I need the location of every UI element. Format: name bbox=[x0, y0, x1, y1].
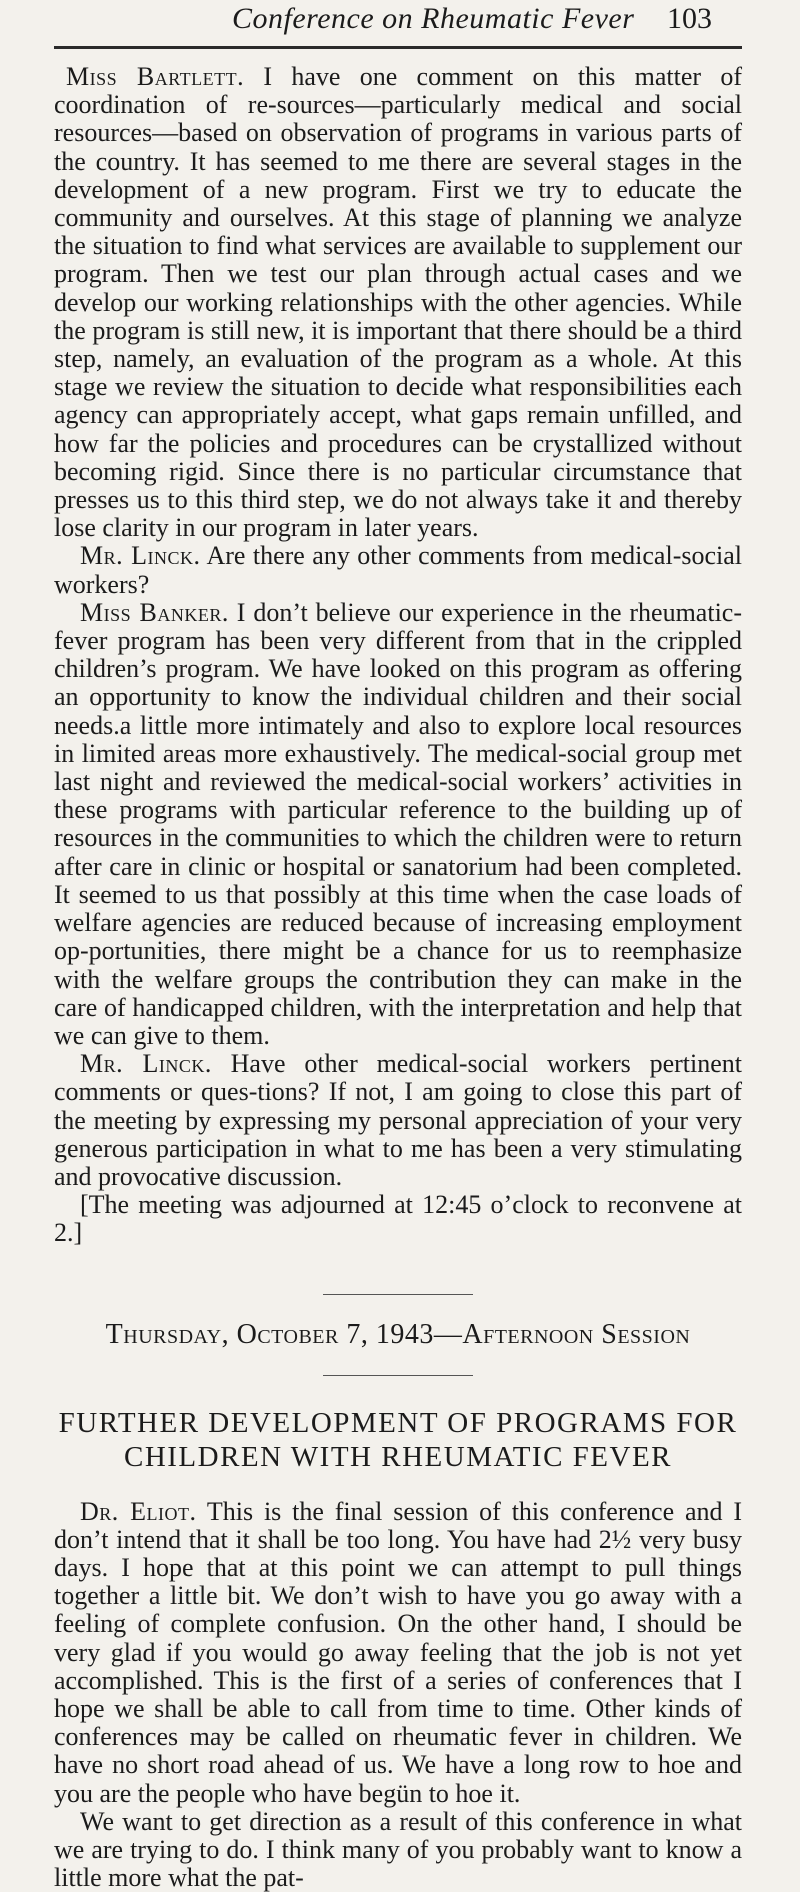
header-rule bbox=[54, 46, 742, 49]
running-title: Conference on Rheumatic Fever bbox=[232, 2, 635, 35]
speaker-name: Miss Banker. bbox=[80, 597, 229, 627]
paragraph-text: Have other medical-social workers pertinent comments or ques-tions? If not, I am going to close this part of the meeting by expressing my personal appreciation of your very generous participation in what to me has been a very stimulating and provocative discussion. bbox=[54, 1049, 742, 1191]
running-head bbox=[54, 0, 742, 46]
paragraph bbox=[54, 1808, 742, 1892]
page-number: 103 bbox=[667, 2, 712, 35]
paragraph-text: [The meeting was adjourned at 12:45 o’clock to reconvene at 2.] bbox=[54, 1190, 742, 1248]
divider-rule bbox=[323, 1294, 473, 1295]
section-title-line: CHILDREN WITH RHEUMATIC FEVER bbox=[123, 1440, 673, 1473]
paragraph-text: I have one comment on this matter of coordination of re-sources—particularly medical and social resources—based on observation of programs in various parts of the country. It has seemed to me there are several stages in the development of a new program. First we try to educate the community and ourselves. At this stage of planning we analyze the situation to find what services are available to supplement our program. Then we test our plan through actual cases and we develop our working relationships with the other agencies. While the program is still new, it is important that there should be a third step, namely, an evaluation of the program as a whole. At this stage we review the situation to decide what responsibilities each agency can appropriately accept, what gaps remain unfilled, and how far the policies and procedures can be crystallized without becoming rigid. Since there is no particular circumstance that presses us to this third step, we do not always take it and thereby lose clarity in our program in later years. bbox=[54, 62, 742, 543]
speaker-name: Miss Bartlett. bbox=[66, 62, 245, 91]
speaker-name: Mr. Linck. bbox=[80, 1049, 212, 1079]
paragraph bbox=[54, 599, 742, 1050]
section-title-line: FURTHER DEVELOPMENT OF PROGRAMS FOR bbox=[58, 1406, 738, 1439]
paragraph-text: We want to get direction as a result of this conference in what we are trying to do. I think many of you probably want to know a little more what the pat- bbox=[54, 1806, 742, 1892]
session-heading: Thursday, October 7, 1943—Afternoon Session bbox=[105, 1318, 691, 1350]
session-block bbox=[54, 1498, 742, 1892]
paragraph bbox=[54, 63, 742, 542]
adjournment-note bbox=[54, 1191, 742, 1247]
paragraph-text: This is the final session of this conference and I don’t intend that it shall be too long. You have had 2½ very busy days. I hope that at this point we can attempt to pull things together a little bit. We don’t wish to have you go away with a feeling of complete confusion. On the other hand, I should be very glad if you would go away feeling that the job is not yet accomplished. This is the first of a series of conferences that I hope we shall be able to call from time to time. Other kinds of conferences may be called on rheumatic fever in children. We have no short road ahead of us. We have a long row to hoe and you are the people who have begün to hoe it. bbox=[54, 1496, 742, 1808]
discussion-block bbox=[54, 63, 742, 1248]
speaker-name: Dr. Eliot. bbox=[80, 1496, 197, 1526]
divider-rule bbox=[323, 1375, 473, 1376]
paragraph bbox=[54, 542, 742, 598]
paragraph bbox=[54, 1050, 742, 1191]
speaker-name: Mr. Linck. bbox=[80, 541, 201, 571]
section-title bbox=[54, 1406, 742, 1474]
paragraph-text: I don’t believe our experience in the rheumatic-fever program has been very different from that in the crippled children’s program. We have looked on this program as offering an opportunity to know the individual children and their social needs.a little more intimately and also to explore local resources in limited areas more exhaustively. The medical-social group met last night and reviewed the medical-social workers’ activities in these programs with particular reference to the building up of resources in the communities to which the children were to return after care in clinic or hospital or sanatorium had been completed. It seemed to us that possibly at this time when the case loads of welfare agencies are reduced because of increasing employment op-portunities, there might be a chance for us to reemphasize with the welfare groups the contribution they can make in the care of handicapped children, with the interpretation and help that we can give to them. bbox=[54, 597, 742, 1050]
paragraph bbox=[54, 1498, 742, 1808]
paragraph-text: Are there any other comments from medical-social workers? bbox=[54, 541, 742, 599]
